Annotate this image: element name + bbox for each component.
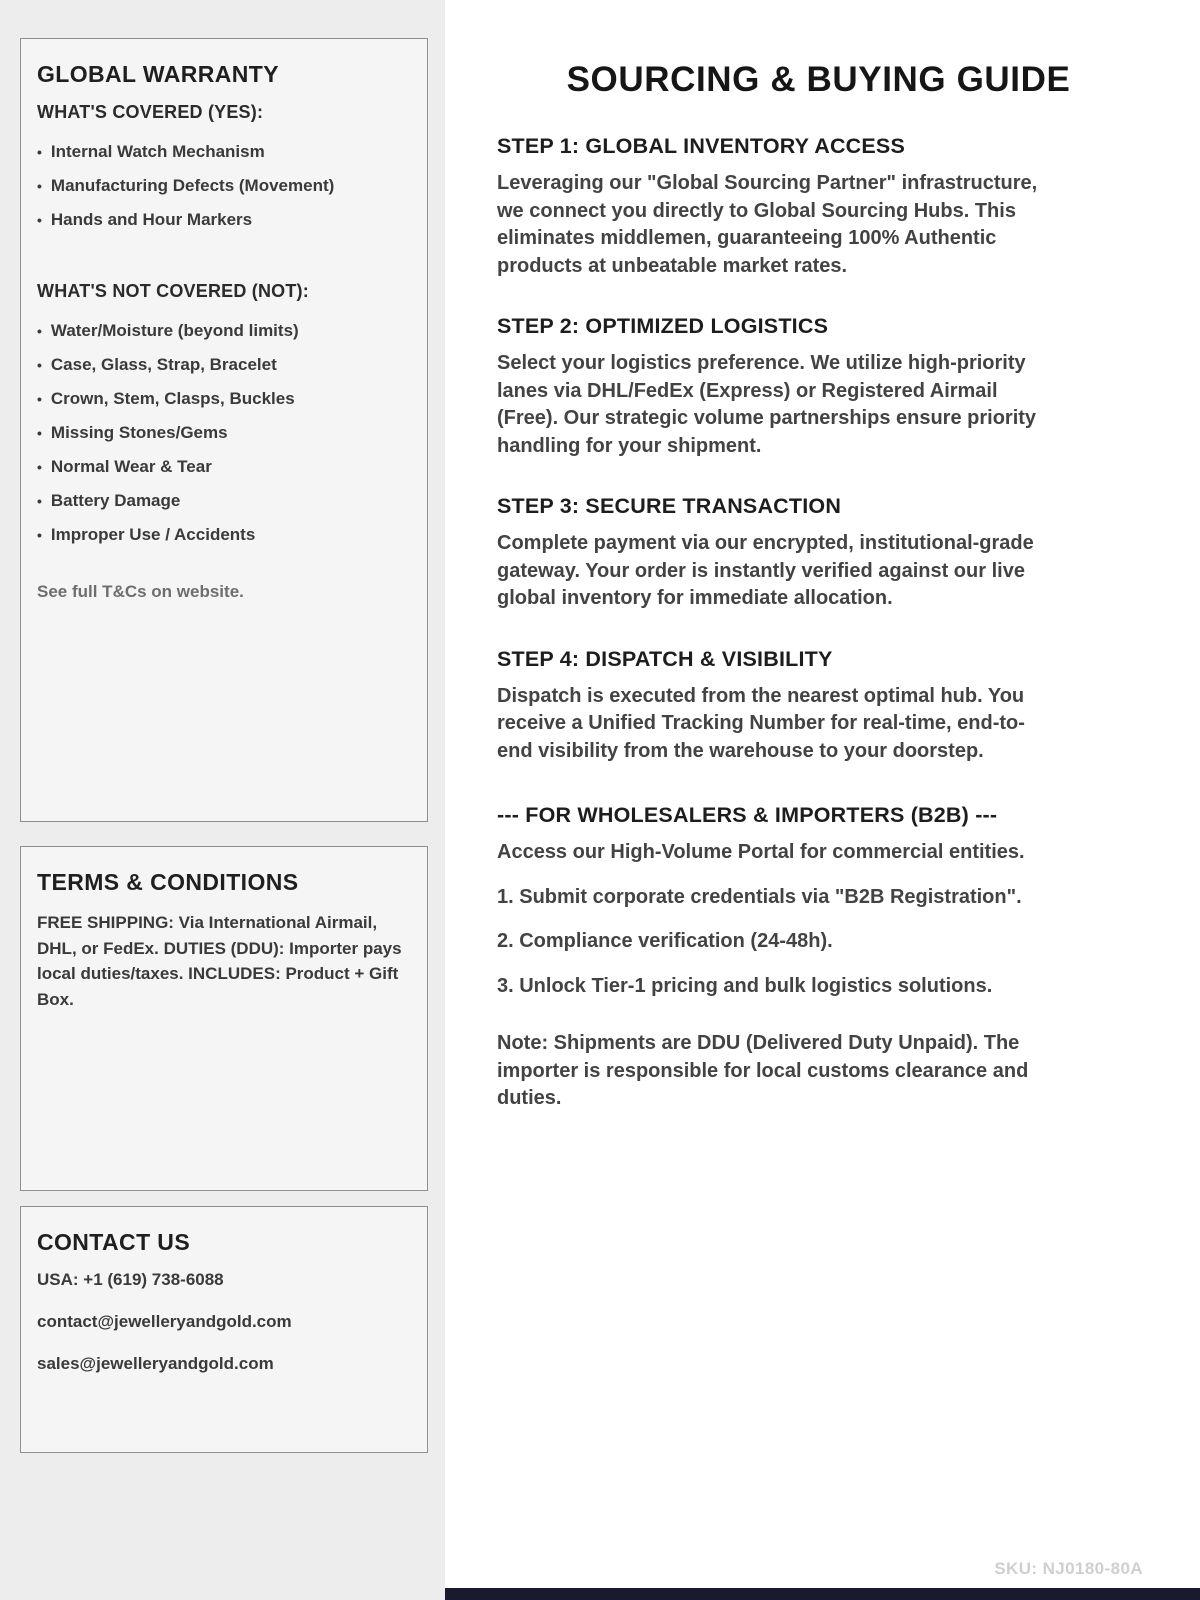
step-body: Dispatch is executed from the nearest optimal hub. You receive a Unified Tracking Number for real-time, end-to-end visibility from the warehouse to your doorstep. (497, 684, 1025, 762)
list-item: • Crown, Stem, Clasps, Buckles (37, 382, 409, 416)
step-heading: STEP 3: SECURE TRANSACTION (497, 494, 842, 518)
list-item: • Water/Moisture (beyond limits) (37, 314, 409, 348)
contact-phone: USA: +1 (619) 738-6088 (37, 1270, 224, 1289)
list-item: • Missing Stones/Gems (37, 416, 409, 450)
contact-email-2: sales@jewelleryandgold.com (37, 1354, 274, 1373)
step-body: Complete payment via our encrypted, institutional-grade gateway. Your order is instantly verified against our live global inventory for immediate allocation. (497, 532, 1034, 609)
contact-panel (20, 1206, 428, 1453)
list-item: • Case, Glass, Strap, Bracelet (37, 348, 409, 382)
warranty-title: GLOBAL WARRANTY (37, 61, 279, 87)
list-item: • Normal Wear & Tear (37, 450, 409, 484)
step-3-section (497, 494, 1140, 613)
not-covered-heading: WHAT'S NOT COVERED (NOT): (37, 281, 309, 301)
b2b-intro: Access our High-Volume Portal for commercial entities. (497, 841, 1025, 863)
covered-list (37, 135, 409, 237)
b2b-section (497, 803, 1140, 1113)
covered-heading: WHAT'S COVERED (YES): (37, 102, 264, 122)
list-item: • Hands and Hour Markers (37, 203, 409, 237)
sidebar (0, 0, 445, 1600)
terms-title: TERMS & CONDITIONS (37, 869, 299, 895)
step-1-section (497, 134, 1140, 280)
step-heading: STEP 4: DISPATCH & VISIBILITY (497, 646, 833, 671)
list-item: • Manufacturing Defects (Movement) (37, 169, 409, 203)
list-item: • Internal Watch Mechanism (37, 135, 409, 169)
step-4-section (497, 647, 1140, 766)
page-title: SOURCING & BUYING GUIDE (566, 60, 1071, 99)
step-body: Select your logistics preference. We utilize high-priority lanes via DHL/FedEx (Express) or Registered Airmail (Free). Our strategic volume partnerships ensure priority handling for your shipment. (497, 352, 1037, 457)
terms-panel (20, 846, 428, 1191)
terms-body: FREE SHIPPING: Via International Airmail, DHL, or FedEx. DUTIES (DDU): Importer pays local duties/taxes. INCLUDES: Product + Gift Box. (37, 913, 402, 1009)
b2b-item: 1. Submit corporate credentials via "B2B Registration". (497, 885, 1022, 908)
warranty-panel (20, 38, 428, 822)
b2b-item: 2. Compliance verification (24-48h). (497, 930, 833, 952)
sku-label: SKU: NJ0180-80A (994, 1559, 1143, 1578)
not-covered-list (37, 314, 409, 552)
bottom-bar (445, 1588, 1200, 1600)
step-2-section (497, 314, 1140, 460)
step-heading: STEP 2: OPTIMIZED LOGISTICS (497, 314, 829, 338)
list-item: • Improper Use / Accidents (37, 518, 409, 552)
b2b-note: Note: Shipments are DDU (Delivered Duty Unpaid). The importer is responsible for local customs clearance and duties. (497, 1032, 1029, 1109)
step-body: Leveraging our "Global Sourcing Partner" infrastructure, we connect you directly to Global Sourcing Hubs. This eliminates middlemen, guaranteeing 100% Authentic products at unbeatable market rates. (497, 172, 1038, 277)
contact-email-1: contact@jewelleryandgold.com (37, 1312, 292, 1331)
b2b-item: 3. Unlock Tier-1 pricing and bulk logistics solutions. (497, 974, 993, 997)
b2b-heading: --- FOR WHOLESALERS & IMPORTERS (B2B) --- (497, 803, 998, 827)
step-heading: STEP 1: GLOBAL INVENTORY ACCESS (497, 134, 906, 158)
warranty-footnote: See full T&Cs on website. (37, 582, 244, 601)
list-item: • Battery Damage (37, 484, 409, 518)
main-content (445, 0, 1200, 1600)
contact-title: CONTACT US (37, 1229, 191, 1255)
